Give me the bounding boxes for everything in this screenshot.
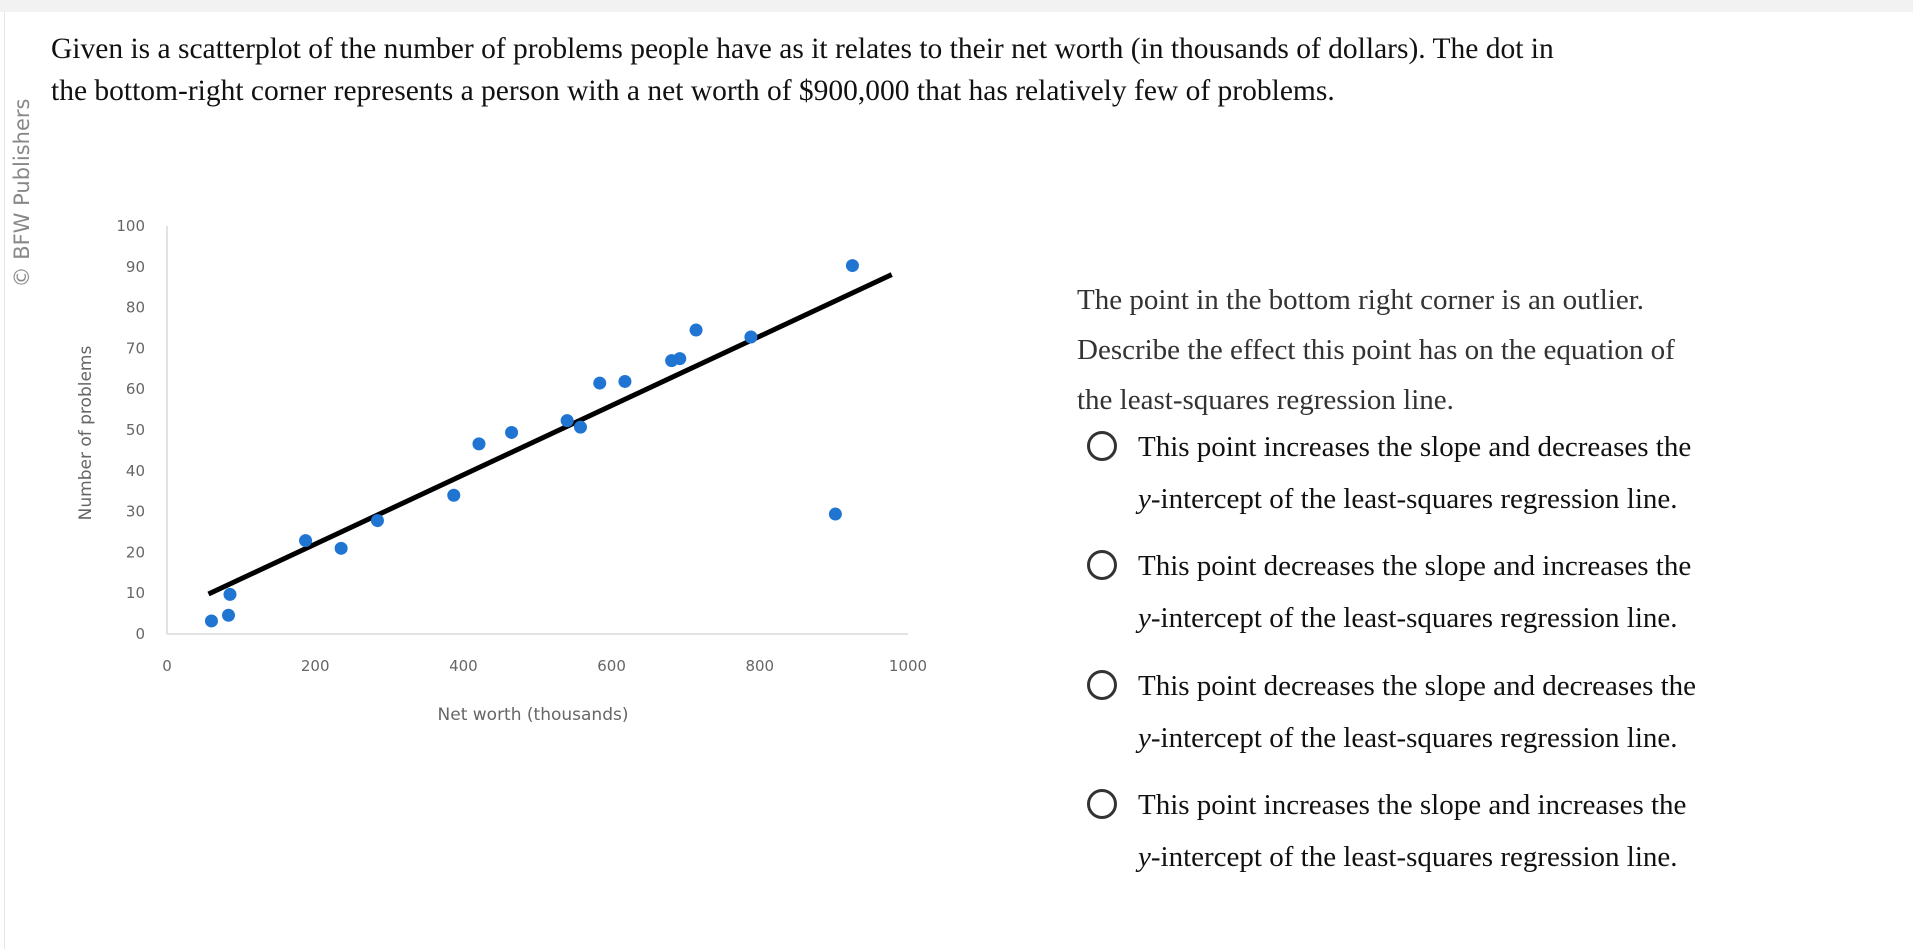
data-point	[472, 437, 485, 450]
data-point	[829, 508, 842, 521]
y-variable: y	[1138, 602, 1151, 634]
data-point	[574, 421, 587, 434]
x-tick-label: 600	[597, 657, 626, 675]
data-point	[505, 426, 518, 439]
x-axis-title: Net worth (thousands)	[437, 705, 629, 725]
data-point	[299, 534, 312, 547]
radio-button[interactable]	[1087, 670, 1117, 700]
radio-button[interactable]	[1087, 431, 1117, 461]
question-line-3: the least-squares regression line.	[1077, 384, 1454, 416]
data-point	[618, 375, 631, 388]
y-variable: y	[1138, 722, 1151, 754]
option-line-1: This point increases the slope and decreases the	[1138, 431, 1692, 463]
data-point	[690, 324, 703, 337]
scatterplot	[0, 0, 1000, 760]
intro-line-2: the bottom-right corner represents a person with a net worth of $900,000 that has relatively few of problems.	[51, 75, 1335, 107]
x-tick-label: 800	[745, 657, 775, 675]
question-line-1: The point in the bottom right corner is an outlier.	[1077, 284, 1645, 316]
data-point	[205, 614, 218, 627]
y-tick-label: 40	[125, 461, 145, 480]
x-tick-label: 1000	[888, 657, 928, 675]
data-point	[223, 588, 236, 601]
y-variable: y	[1138, 841, 1151, 873]
option-line-2-text: -intercept of the least-squares regression line.	[1150, 722, 1678, 754]
y-tick-label: 80	[125, 298, 145, 317]
option-line-2	[1138, 831, 1678, 883]
question-line-2: Describe the effect this point has on the equation of	[1077, 334, 1675, 366]
data-point	[744, 330, 757, 343]
y-tick-label: 10	[125, 584, 145, 603]
y-tick-label: 30	[125, 502, 145, 521]
y-variable: y	[1138, 483, 1151, 515]
y-tick-label: 70	[125, 339, 145, 358]
data-point	[673, 352, 686, 365]
x-tick-label: 400	[449, 657, 478, 675]
intro-line-1: Given is a scatterplot of the number of problems people have as it relates to their net worth (in thousands of dollars). The dot in	[51, 33, 1554, 65]
x-tick-label: 0	[162, 657, 172, 675]
data-point	[561, 414, 574, 427]
option-line-2-text: -intercept of the least-squares regression line.	[1150, 841, 1678, 873]
option-line-2	[1138, 473, 1678, 525]
y-axis-title: Number of problems	[76, 345, 96, 521]
option-line-2	[1138, 712, 1678, 764]
copyright-watermark: © BFW Publishers	[10, 98, 34, 288]
y-tick-label: 20	[125, 543, 145, 562]
radio-button[interactable]	[1087, 789, 1117, 819]
y-tick-label: 60	[125, 380, 145, 399]
y-tick-label: 0	[135, 625, 145, 643]
data-point	[593, 377, 606, 390]
option-line-2	[1138, 592, 1678, 644]
data-point	[371, 514, 384, 527]
x-tick-label: 200	[300, 657, 330, 675]
option-line-2-text: -intercept of the least-squares regression line.	[1150, 483, 1678, 515]
data-point	[447, 489, 460, 502]
option-line-1: This point increases the slope and increases the	[1138, 789, 1687, 821]
y-tick-label: 90	[125, 257, 145, 276]
y-tick-label: 50	[125, 421, 145, 439]
data-point	[846, 259, 859, 272]
y-tick-label: 100	[116, 217, 145, 235]
option-line-1: This point decreases the slope and increases the	[1138, 550, 1692, 582]
radio-button[interactable]	[1087, 550, 1117, 580]
data-point	[335, 542, 348, 555]
data-point	[222, 609, 235, 622]
question-text	[1077, 275, 1897, 425]
regression-line	[208, 275, 891, 594]
option-line-2-text: -intercept of the least-squares regression line.	[1150, 602, 1678, 634]
option-line-1: This point decreases the slope and decreases the	[1138, 670, 1697, 702]
